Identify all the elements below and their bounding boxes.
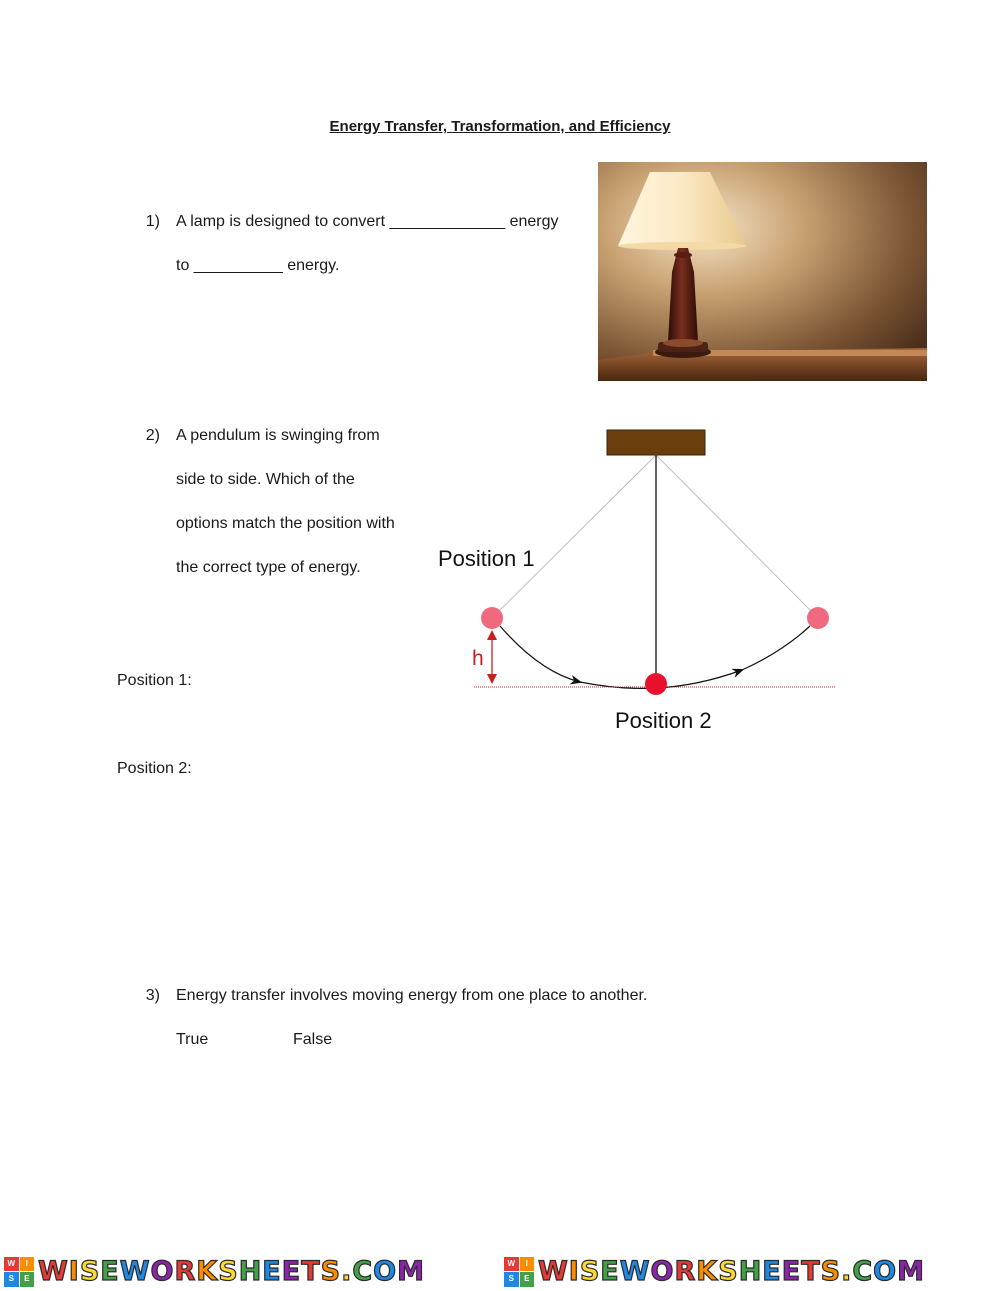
pendulum-bob-bottom: [645, 673, 667, 695]
brand-text: WISEWORKSHEETS.COM: [538, 1256, 925, 1287]
pendulum-support: [607, 430, 705, 455]
watermark-right: [504, 1252, 925, 1291]
option-false[interactable]: False: [293, 1031, 333, 1048]
diagram-label-position-2: Position 2: [615, 708, 712, 733]
question-1-line-2: to __________ energy.: [176, 257, 340, 274]
wise-logo-icon: W I S E: [4, 1257, 34, 1287]
question-2-line-4: the correct type of energy.: [176, 559, 361, 576]
answer-label-position-1: Position 1:: [117, 672, 192, 689]
pendulum-diagram: [430, 420, 850, 740]
brand-text: WISEWORKSHEETS.COM: [38, 1256, 425, 1287]
lamp-photo: [598, 162, 927, 381]
wise-logo-icon: W I S E: [504, 1257, 534, 1287]
diagram-label-height: h: [472, 647, 484, 670]
watermark-left: [4, 1252, 425, 1291]
question-2-line-1: A pendulum is swinging from: [176, 427, 380, 444]
diagram-label-position-1: Position 1: [438, 546, 535, 571]
question-1-line-1: A lamp is designed to convert _____________ energy: [176, 213, 559, 230]
worksheet-title: Energy Transfer, Transformation, and Efficiency: [329, 118, 671, 135]
question-2-line-2: side to side. Which of the: [176, 471, 355, 488]
pendulum-bob-left: [481, 607, 503, 629]
question-3-text: Energy transfer involves moving energy from one place to another.: [176, 987, 648, 1004]
option-true[interactable]: True: [176, 1031, 209, 1048]
pendulum-bob-right: [807, 607, 829, 629]
question-3-number: 3): [145, 987, 160, 1004]
answer-label-position-2: Position 2:: [117, 760, 192, 777]
question-1-number: 1): [145, 213, 160, 230]
question-2-line-3: options match the position with: [176, 515, 395, 532]
footer-watermark: [0, 1252, 1000, 1291]
question-2-number: 2): [145, 427, 160, 444]
